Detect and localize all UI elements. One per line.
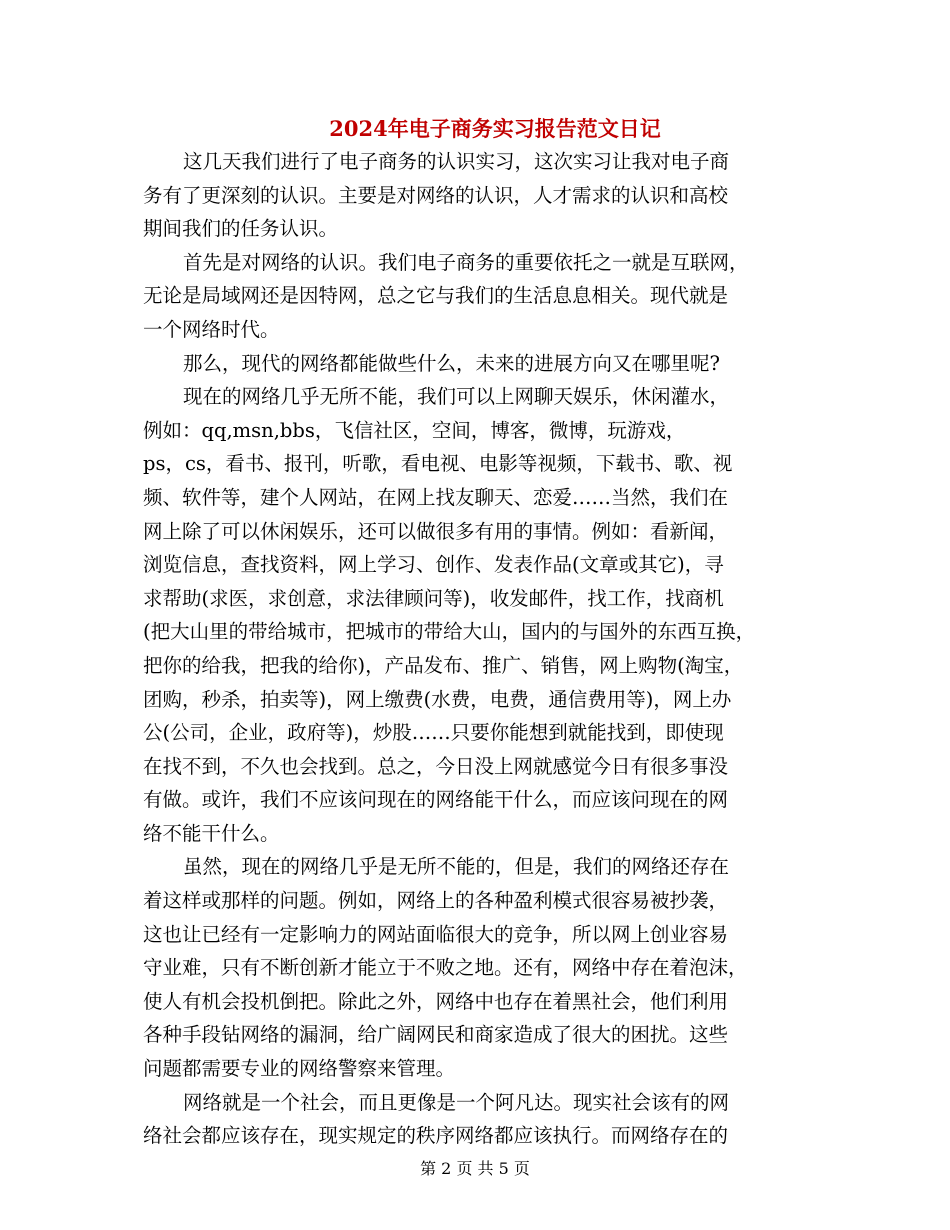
text-line: 问题都需要专业的网络警察来管理。	[143, 1057, 456, 1081]
text-line: 期间我们的任务认识。	[143, 217, 339, 241]
text-line: 着这样或那样的问题。例如，网络上的各种盈利模式很容易被抄袭，	[143, 889, 729, 913]
text-line: 在找不到，不久也会找到。总之，今日没上网就感觉今日有很多事没	[143, 754, 729, 778]
text-line: 这几天我们进行了电子商务的认识实习，这次实习让我对电子商	[183, 150, 730, 173]
text-line: 守业难，只有不断创新才能立于不败之地。还有，网络中存在着泡沫，	[143, 956, 748, 980]
text-line: 例如：qq,msn,bbs，飞信社区，空间，博客，微博，玩游戏，	[143, 418, 686, 442]
text-line: (把大山里的带给城市，把城市的带给大山，国内的与国外的东西互换，	[143, 620, 756, 644]
text-line: 有做。或许，我们不应该问现在的网络能干什么，而应该问现在的网	[143, 788, 729, 812]
document-body	[143, 145, 813, 1153]
text-line: 无论是局域网还是因特网，总之它与我们的生活息息相关。现代就是	[143, 284, 729, 308]
text-line: 那么，现代的网络都能做些什么，未来的进展方向又在哪里呢?	[183, 351, 720, 375]
text-line: 求帮助(求医，求创意，求法律顾问等)，收发邮件，找工作，找商机	[143, 586, 724, 610]
text-line: 虽然，现在的网络几乎是无所不能的，但是，我们的网络还存在	[183, 855, 730, 879]
text-line: 网上除了可以休闲娱乐，还可以做很多有用的事情。例如：看新闻，	[143, 519, 729, 543]
text-line: 一个网络时代。	[143, 317, 280, 341]
text-line: 公(公司，企业，政府等)，炒股……只要你能想到就能找到，即使现	[143, 721, 724, 745]
text-line: 频、软件等，建个人网站，在网上找友聊天、恋爱……当然，我们在	[143, 485, 729, 509]
text-line: 务有了更深刻的认识。主要是对网络的认识，人才需求的认识和高校	[143, 183, 729, 207]
text-line: 把你的给我，把我的给你)，产品发布、推广、销售，网上购物(淘宝，	[143, 653, 744, 677]
text-line: 这也让已经有一定影响力的网站面临很大的竞争，所以网上创业容易	[143, 922, 729, 946]
text-line: 络社会都应该存在，现实规定的秩序网络都应该执行。而网络存在的	[143, 1124, 729, 1148]
text-line: 网络就是一个社会，而且更像是一个阿凡达。现实社会该有的网	[183, 1090, 730, 1114]
text-line: 使人有机会投机倒把。除此之外，网络中也存在着黑社会，他们利用	[143, 989, 729, 1013]
text-line: 现在的网络几乎无所不能，我们可以上网聊天娱乐，休闲灌水，	[183, 385, 730, 409]
text-line: 各种手段钻网络的漏洞，给广阔网民和商家造成了很大的困扰。这些	[143, 1023, 729, 1047]
text-line: 络不能干什么。	[143, 821, 280, 845]
text-line: ps，cs，看书、报刊，听歌，看电视、电影等视频，下载书、歌、视	[143, 452, 733, 476]
text-line: 团购，秒杀，拍卖等)，网上缴费(水费，电费，通信费用等)，网上办	[143, 687, 732, 711]
text-line: 首先是对网络的认识。我们电子商务的重要依托之一就是互联网，	[183, 250, 749, 274]
text-line: 浏览信息，查找资料，网上学习、创作、发表作品(文章或其它)，寻	[143, 553, 724, 577]
page-footer: 第 2 页 共 5 页	[420, 1159, 530, 1178]
document-title: 2024年电子商务实习报告范文日记	[329, 116, 661, 141]
